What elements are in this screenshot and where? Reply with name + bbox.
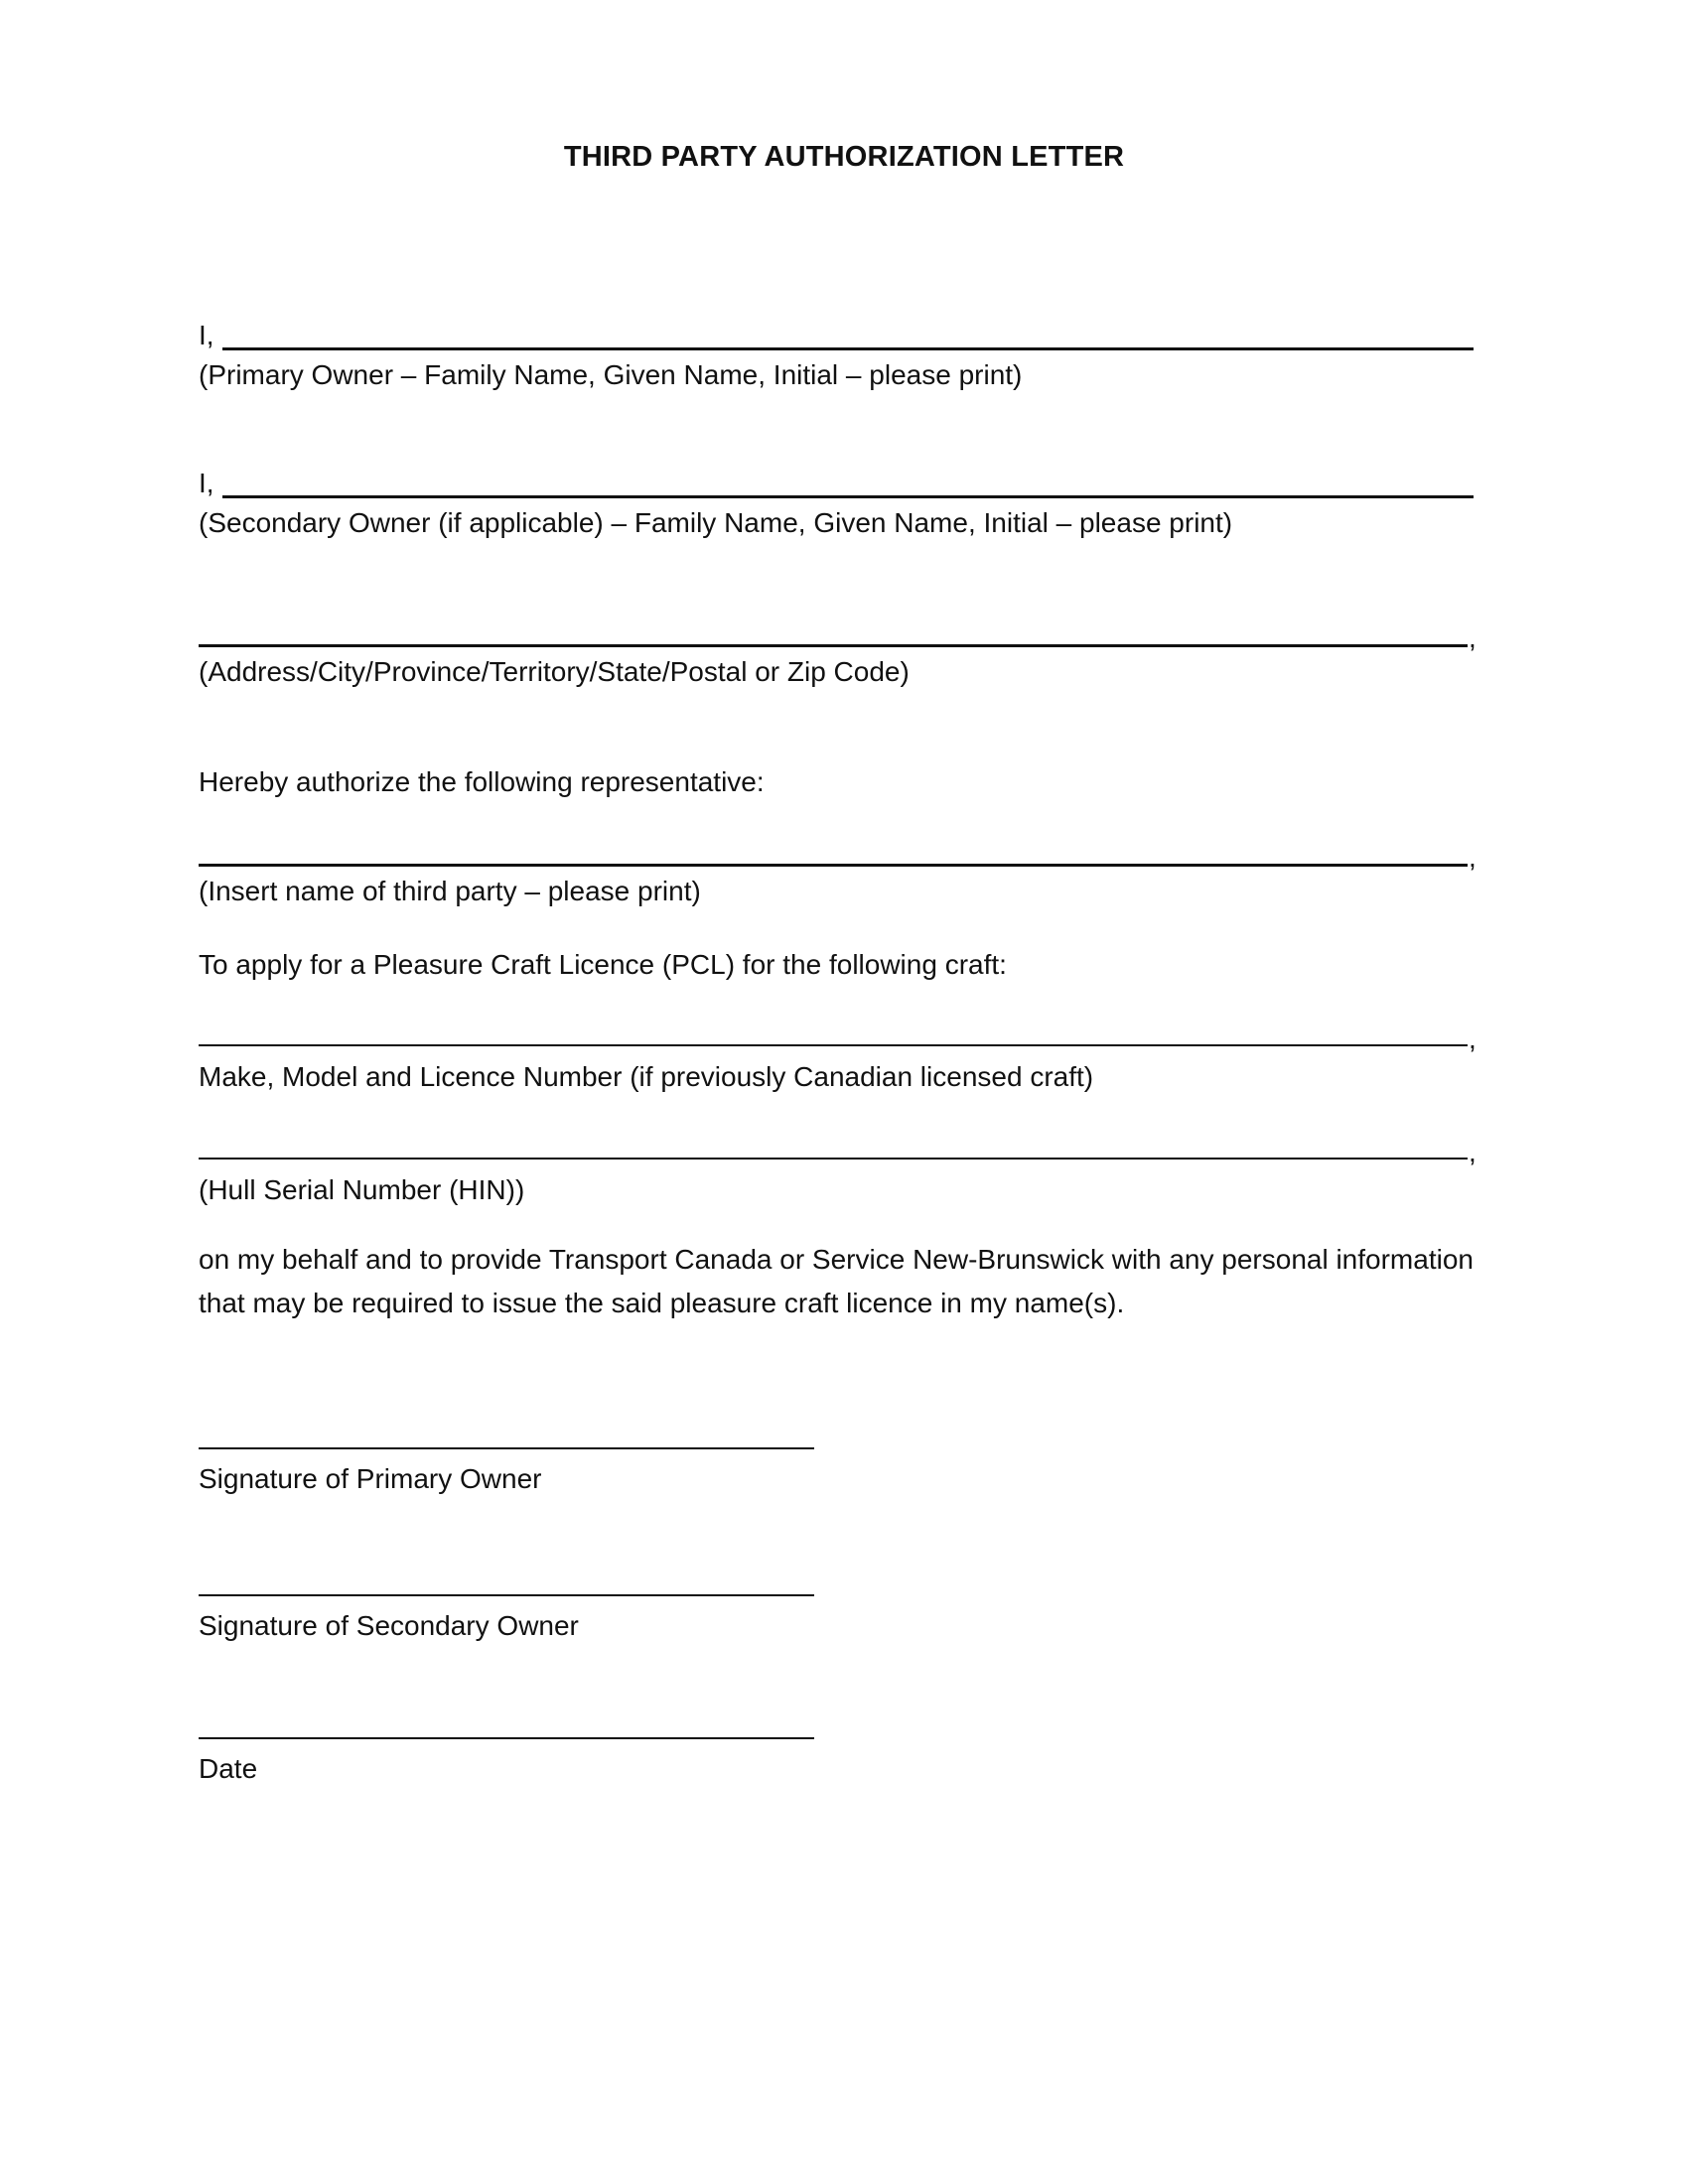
primary-owner-prefix: I, bbox=[199, 320, 214, 350]
authorize-statement: Hereby authorize the following representative: bbox=[199, 766, 765, 797]
secondary-owner-prefix: I, bbox=[199, 468, 214, 498]
third-party-comma: , bbox=[1469, 842, 1477, 873]
date-label: Date bbox=[199, 1753, 258, 1784]
address-label: (Address/City/Province/Territory/State/Postal or Zip Code) bbox=[199, 656, 910, 687]
signature-secondary-label: Signature of Secondary Owner bbox=[199, 1610, 579, 1641]
hull-serial-label: (Hull Serial Number (HIN)) bbox=[199, 1174, 525, 1205]
document-title: THIRD PARTY AUTHORIZATION LETTER bbox=[563, 141, 1125, 173]
make-model-line[interactable] bbox=[199, 1044, 1468, 1046]
primary-owner-name-line[interactable] bbox=[222, 347, 1474, 350]
signature-primary-line[interactable] bbox=[199, 1447, 814, 1449]
third-party-name-line[interactable] bbox=[199, 864, 1468, 867]
signature-secondary-line[interactable] bbox=[199, 1594, 814, 1596]
hull-serial-comma: , bbox=[1469, 1137, 1477, 1167]
primary-owner-label: (Primary Owner – Family Name, Given Name, Initial – please print) bbox=[199, 359, 1023, 390]
address-comma: , bbox=[1469, 622, 1477, 653]
third-party-label: (Insert name of third party – please print) bbox=[199, 876, 701, 906]
apply-statement: To apply for a Pleasure Craft Licence (PCL) for the following craft: bbox=[199, 949, 1007, 980]
address-line[interactable] bbox=[199, 644, 1468, 647]
make-model-comma: , bbox=[1469, 1024, 1477, 1054]
secondary-owner-name-line[interactable] bbox=[222, 495, 1474, 498]
signature-primary-label: Signature of Primary Owner bbox=[199, 1463, 542, 1494]
secondary-owner-label: (Secondary Owner (if applicable) – Family Name, Given Name, Initial – please print) bbox=[199, 507, 1233, 538]
date-line[interactable] bbox=[199, 1737, 814, 1739]
hull-serial-line[interactable] bbox=[199, 1158, 1468, 1160]
behalf-statement: on my behalf and to provide Transport Canada or Service New-Brunswick with any personal information that may be required to issue the said pleasure craft licence in my name(s). bbox=[199, 1244, 1474, 1318]
make-model-label: Make, Model and Licence Number (if previously Canadian licensed craft) bbox=[199, 1061, 1094, 1092]
